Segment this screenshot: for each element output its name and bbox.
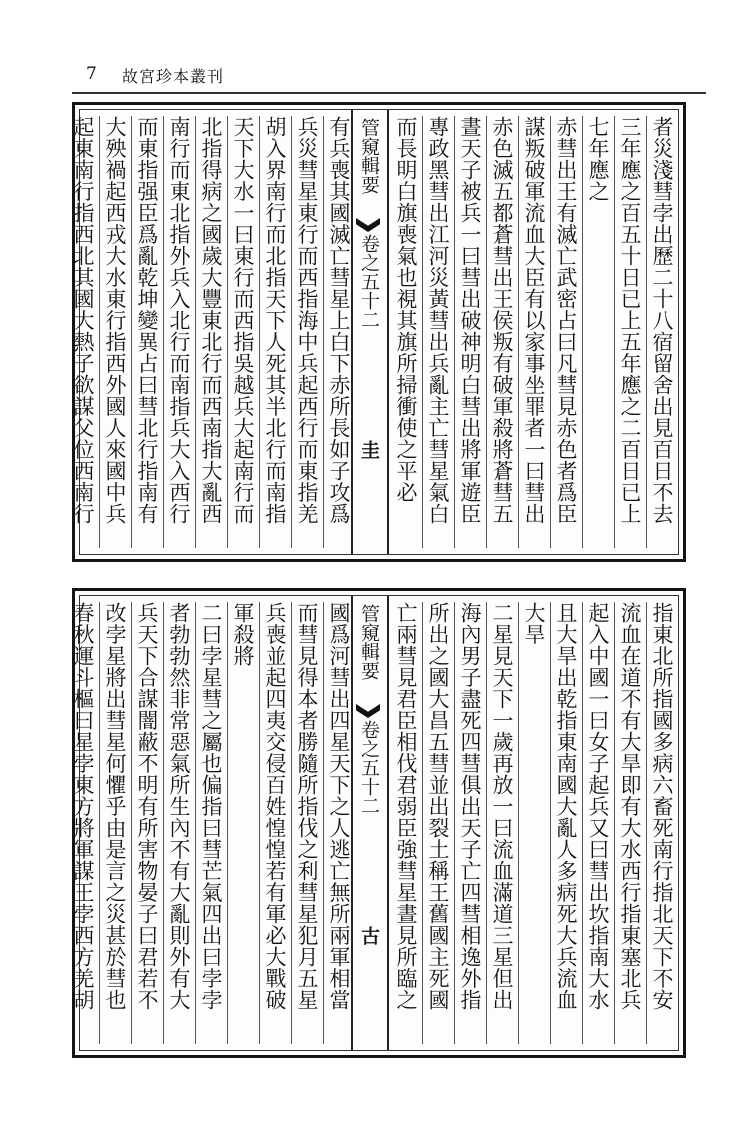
- column-rule: [259, 602, 260, 1044]
- text-column: 謀叛破軍流血大臣有以家事坐罪者一曰彗出: [522, 116, 546, 525]
- page-number: 7: [86, 64, 97, 84]
- column-rule: [646, 602, 647, 1044]
- column-rule: [323, 116, 324, 548]
- text-column: 兵災彗星東行而西指海中兵起西行而東指羌: [295, 116, 319, 525]
- text-column: 起入中國一曰女子起兵又曰彗出坎指南大水: [586, 602, 610, 1011]
- series-title: 故宮珍本叢刊: [122, 67, 225, 86]
- column-rule: [323, 602, 324, 1044]
- text-column: 而長明白旗喪氣也視其旗所掃衝使之平必: [394, 116, 418, 503]
- banner-book-title: 管窺輯要: [358, 118, 380, 194]
- text-column: 改孛星將出彗星何懼乎由是言之災甚於彗也: [103, 602, 127, 1011]
- column-rule: [131, 602, 132, 1044]
- text-column: 者勃勃然非常惡氣所生內不有大亂則外有大: [167, 602, 191, 1011]
- text-column: 所出之國大昌五彗並出裂土稱王舊國主死國: [426, 602, 450, 1011]
- text-column: 流血在道不有大旱即有大水西行指東塞北兵: [618, 602, 642, 1011]
- text-column: 指東北所指國多病六畜死南行指北天下不安: [650, 602, 674, 1011]
- top-block-inner-frame: [71, 109, 679, 555]
- text-column: 軍殺將: [231, 602, 255, 667]
- column-rule: [195, 602, 196, 1044]
- text-column: 大殃禍起西戎大水東行指西外國人來國中兵: [103, 116, 127, 525]
- bottom-text-block: [72, 588, 686, 1058]
- column-rule: [518, 116, 519, 548]
- column-rule: [550, 116, 551, 548]
- column-rule: [227, 116, 228, 548]
- column-rule: [486, 602, 487, 1044]
- column-rule: [163, 602, 164, 1044]
- bottom-block-inner-frame: [71, 595, 679, 1051]
- text-column: 專政黑彗出江河災黃彗出兵亂主亡彗星氣白: [426, 116, 450, 525]
- column-rule: [582, 602, 583, 1044]
- center-banner: [351, 596, 389, 1050]
- text-column: 兵天下合謀闇蔽不明有所害物晏子曰君若不: [135, 602, 159, 1011]
- column-rule: [99, 116, 100, 548]
- text-column: 大旱: [522, 602, 546, 645]
- column-rule: [422, 116, 423, 548]
- text-column: 有兵喪其國滅亡彗星上白下赤所長如子攻爲: [327, 116, 351, 525]
- column-rule: [259, 116, 260, 548]
- column-rule: [582, 116, 583, 548]
- text-column: 南行而東北指外兵入北行而南指兵大入西行: [167, 116, 191, 525]
- column-rule: [131, 116, 132, 548]
- column-rule: [550, 602, 551, 1044]
- text-column: 晝天子被兵一曰彗出破神明白彗出將軍遊臣: [458, 116, 482, 525]
- column-rule: [227, 602, 228, 1044]
- text-column: 胡入界南行而北指天下人死其半北行而南指: [263, 116, 287, 525]
- fish-tail-mark-icon: [356, 704, 380, 718]
- text-column: 三年應之百五十日已上五年應之二百日已上: [618, 116, 642, 525]
- text-column: 二星見天下一歲再放一曰流血滿道三星但出: [490, 602, 514, 1011]
- text-column: 國爲河彗出四星天下之人逃亡無所兩軍相當: [327, 602, 351, 1011]
- banner-book-title: 管窺輯要: [358, 604, 380, 680]
- text-column: 赤彗出王有滅亡武密占曰凡彗見赤色者爲臣: [554, 116, 578, 525]
- column-rule: [163, 116, 164, 548]
- column-rule: [422, 602, 423, 1044]
- text-column: 赤色滅五都蒼彗出王侯叛有破軍殺將蒼彗五: [490, 116, 514, 525]
- banner-page-number: 圭: [358, 440, 380, 459]
- text-column: 七年應之: [586, 116, 610, 202]
- text-column: 海內男子盡死四彗俱出天子亡四彗相逸外指: [458, 602, 482, 1011]
- text-column: 而彗見得本者勝隨所指伐之利彗星犯月五星: [295, 602, 319, 1011]
- column-rule: [646, 116, 647, 548]
- text-column: 兵喪並起四夷交侵百姓惶惶若有軍必大戰破: [263, 602, 287, 1011]
- column-rule: [99, 602, 100, 1044]
- column-rule: [291, 116, 292, 548]
- header-rule: [72, 92, 706, 94]
- text-column: 者災淺彗孛出歷二十八宿留舍出見百日不去: [650, 116, 674, 525]
- column-rule: [614, 602, 615, 1044]
- column-rule: [195, 116, 196, 548]
- column-rule: [454, 116, 455, 548]
- column-rule: [614, 116, 615, 548]
- top-text-block: [72, 102, 686, 562]
- text-column: 亡兩彗見君臣相伐君弱臣強彗星晝見所臨之: [394, 602, 418, 1011]
- fish-tail-mark-icon: [356, 218, 380, 232]
- column-rule: [291, 602, 292, 1044]
- column-rule: [454, 602, 455, 1044]
- banner-volume: 卷之五十二: [358, 720, 380, 815]
- page-header: [0, 0, 756, 100]
- column-rule: [518, 602, 519, 1044]
- column-rule: [486, 116, 487, 548]
- text-column: 而東指强臣爲亂乾坤變異占曰彗北行指南有: [135, 116, 159, 525]
- text-column: 天下大水一曰東行而西指吳越兵大起南行而: [231, 116, 255, 525]
- center-banner: [351, 110, 389, 554]
- text-column: 春秋運斗樞曰星孛東方將軍謀王孛西方羌胡: [71, 602, 95, 1011]
- text-column: 起東南行指西北其國大熱子欲謀父位西南行: [71, 116, 95, 525]
- banner-page-number: 古: [358, 926, 380, 945]
- text-column: 二曰孛星彗之屬也偏指曰彗芒氣四出曰孛孛: [199, 602, 223, 1011]
- banner-volume: 卷之五十二: [358, 234, 380, 329]
- text-column: 北指得病之國歲大豐東北行而西南指大亂西: [199, 116, 223, 525]
- text-column: 且大旱出乾指東南國大亂人多病死大兵流血: [554, 602, 578, 1011]
